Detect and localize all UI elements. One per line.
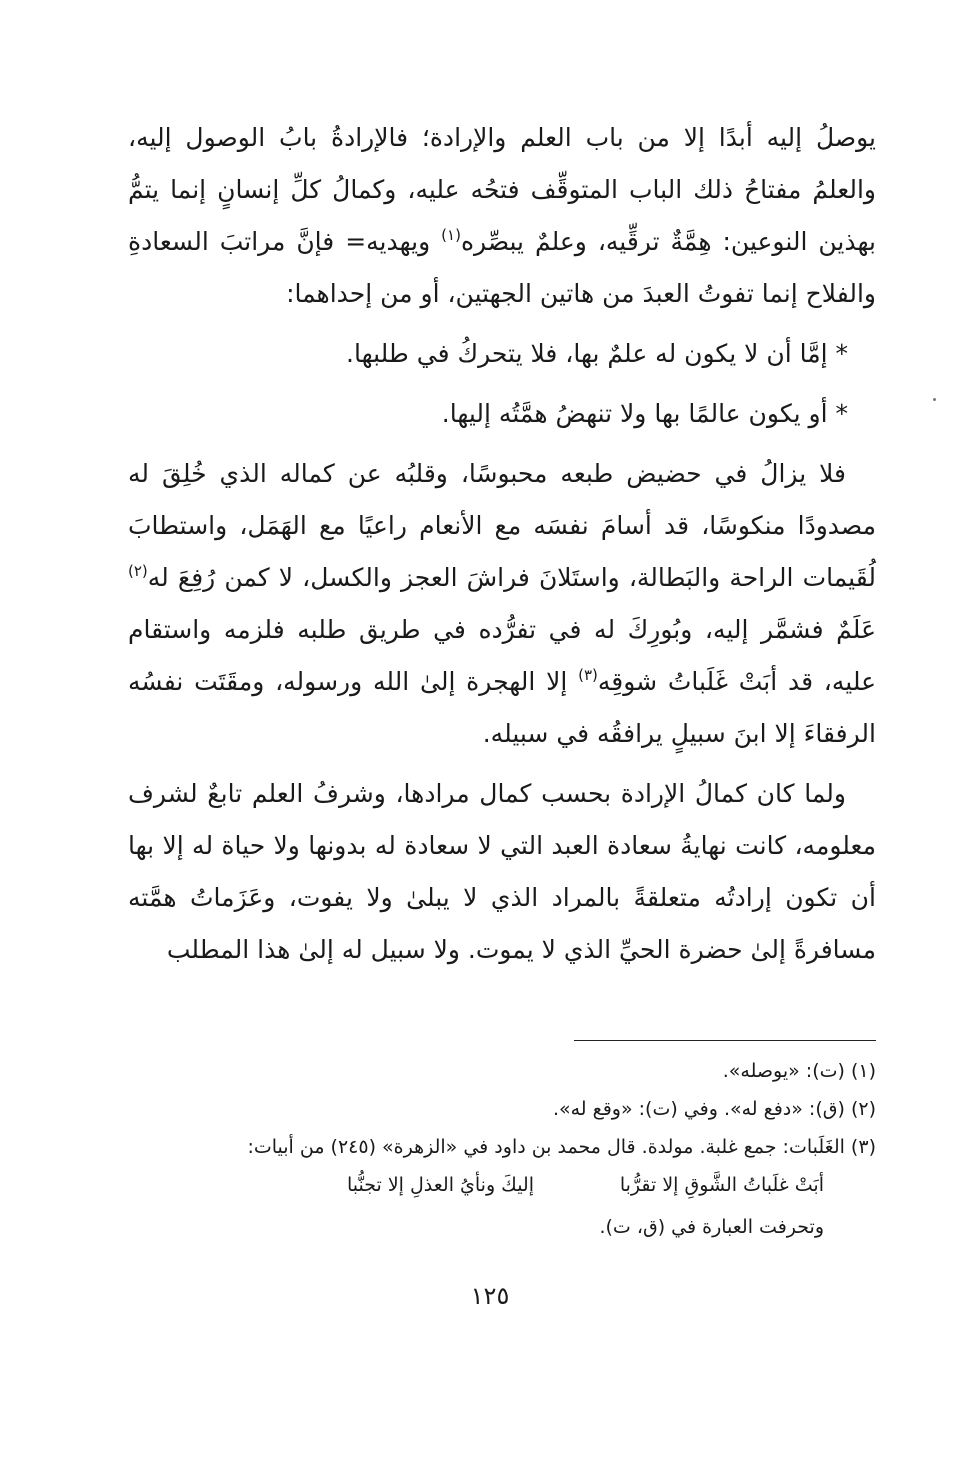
p2-line-2: مصدودًا منكوسًا، قد أسامَ نفسَه مع الأنعام راعيًا مع الهَمَل، واستطابَ: [128, 511, 876, 540]
p3-line-4: مسافرةً إلىٰ حضرة الحيِّ الذي لا يموت. ولا سبيل له إلىٰ هذا المطلب: [166, 935, 876, 964]
footnote-3: (٣) الغَلَبات: جمع غلبة. مولدة. قال محمد بن داود في «الزهرة» (٢٤٥) من أبيات:: [247, 1136, 876, 1158]
footnote-separator: [574, 1040, 876, 1041]
p1-line-3a: بهذين النوعين: هِمَّةٌ ترقِّيه، وعلمٌ يبصِّره: [460, 227, 876, 256]
footnote-1: (١) (ت): «يوصله».: [722, 1060, 876, 1082]
p1-line-3b: ويهديه= فإنَّ مراتبَ السعادةِ: [128, 227, 442, 256]
verse-hemistich-1: أبَتْ غلَباتُ الشَّوقِ إلا تقرُّبا: [619, 1174, 824, 1196]
page-number: ١٢٥: [470, 1282, 510, 1310]
p2-line-4: عَلَمٌ فشمَّر إليه، وبُورِكَ له في تفرُّده في طريق طلبه فلزمه واستقام عليه، قد: [128, 615, 877, 696]
p2-line-3a: لُقَيمات الراحة والبَطالة، واستَلانَ فراشَ العجز والكسل، لا كمن رُفِعَ له: [147, 563, 876, 592]
margin-dot: [933, 398, 936, 401]
footnote-ref-2[interactable]: (٢): [128, 562, 148, 580]
p1-line-4: والفلاح إنما تفوتُ العبدَ من هاتين الجهتين، أو من إحداهما:: [286, 279, 876, 308]
footnote-2: (٢) (ق): «دفع له». وفي (ت): «وقع له».: [552, 1098, 876, 1120]
footnote-3-tail: وتحرفت العبارة في (ق، ت).: [599, 1216, 824, 1238]
footnote-ref-1[interactable]: (١): [441, 226, 461, 244]
p2-line-5a: أبَتْ غَلَباتُ شوقِه: [597, 667, 778, 696]
p3-line-1: ولما كان كمالُ الإرادة بحسب كمال مرادها، وشرفُ العلم تابعٌ لشرف: [128, 779, 846, 808]
verse-hemistich-2: إليكَ ونأيُ العذلِ إلا تجنُّبا: [346, 1174, 534, 1196]
bullet-item-2: * أو يكون عالمًا بها ولا تنهضُ همَّتُه إليها.: [441, 399, 848, 428]
p1-line-2: والعلمُ مفتاحُ ذلك الباب المتوقِّف فتحُه عليه، وكمالُ كلِّ إنسانٍ إنما يتمُّ: [128, 175, 876, 204]
p3-line-3: أن تكون إرادتُه متعلقةً بالمراد الذي لا يبلىٰ ولا يفوت، وعَزَماتُ همَّته: [128, 883, 876, 912]
p2-line-5b: إلا الهجرة إلىٰ الله ورسوله، ومقَتَت نفسُه الرفقاءَ إلا: [128, 667, 876, 748]
p1-line-1: يوصلُ إليه أبدًا إلا من باب العلم والإرادة؛ فالإرادةُ بابُ الوصول إليه،: [128, 123, 876, 152]
p2-line-1: فلا يزالُ في حضيض طبعه محبوسًا، وقلبُه عن كماله الذي خُلِقَ له: [128, 459, 846, 488]
p3-line-2: معلومه، كانت نهايةُ سعادة العبد التي لا سعادة له بدونها ولا حياة له إلا بها: [128, 831, 876, 860]
footnote-ref-3[interactable]: (٣): [578, 666, 598, 684]
bullet-item-1: * إمَّا أن لا يكون له علمٌ بها، فلا يتحركُ في طلبها.: [346, 339, 848, 368]
poem-verse: [128, 1166, 876, 1204]
main-text: [128, 112, 876, 976]
paragraph-2: [128, 448, 876, 760]
p2-line-6: ابنَ سبيلٍ يرافقُه في سبيله.: [482, 719, 767, 748]
paragraph-1: [128, 112, 876, 320]
paragraph-3: [128, 768, 876, 976]
footnotes: [128, 1052, 876, 1246]
